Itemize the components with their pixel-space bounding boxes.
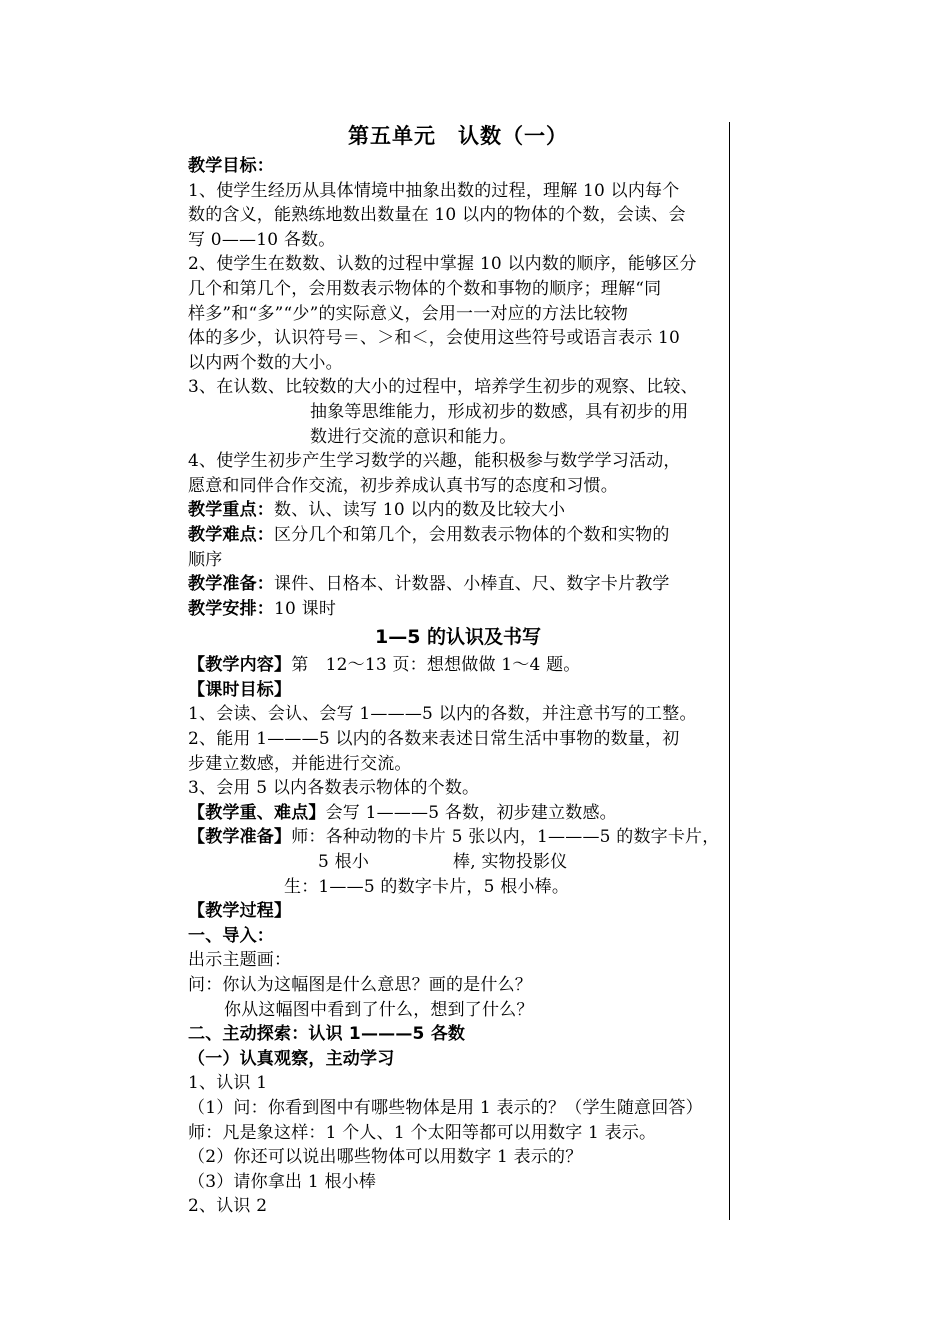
lesson-prep-label: 【教学准备】 — [188, 827, 292, 848]
lesson-prep-text-part2: 棒, 实物投影仪 — [453, 852, 568, 873]
lesson-goal-line: 3、会用 5 以内各数表示物体的个数。 — [188, 778, 480, 799]
intro-line: 出示主题画： — [188, 950, 292, 971]
goal-line: 样多”和“多”“少”的实际意义，会用一一对应的方法比较物 — [188, 303, 629, 324]
lesson-content-text: 第 12～13 页：想想做做 1～4 题。 — [291, 655, 581, 676]
difficulties-text: 区分几个和第几个，会用数表示物体的个数和实物的 — [274, 524, 670, 545]
preparation-label: 教学准备： — [188, 574, 274, 595]
lesson-content — [188, 653, 728, 678]
explore-line: 2、认识 2 — [188, 1196, 268, 1217]
lesson-prep-text-part1: 5 根小 — [318, 852, 370, 873]
explore-heading: 二、主动探索：认识 1———5 各数 — [188, 1024, 466, 1045]
schedule-label: 教学安排： — [188, 598, 274, 619]
schedule — [188, 597, 728, 622]
lesson-goals-label: 【课时目标】 — [188, 679, 292, 700]
lesson-prep — [188, 825, 728, 850]
goal-line: 3、在认数、比较数的大小的过程中，培养学生初步的观察、比较、 — [188, 377, 698, 398]
goal-line: 1、使学生经历从具体情境中抽象出数的过程，理解 10 以内每个 — [188, 180, 680, 201]
difficulties-label: 教学难点： — [188, 524, 274, 545]
key-points-label: 教学重点： — [188, 500, 274, 521]
key-points-text: 数、认、读写 10 以内的数及比较大小 — [274, 500, 566, 521]
explore-line: （2）你还可以说出哪些物体可以用数字 1 表示的？ — [188, 1147, 583, 1168]
goals-heading: 教学目标： — [188, 156, 274, 176]
intro-heading: 一、导入： — [188, 925, 274, 946]
goal-line: 愿意和同伴合作交流，初步养成认真书写的态度和习惯。 — [188, 475, 618, 496]
unit-title: 第五单元 认数（一） — [348, 124, 568, 148]
explore-line: （3）请你拿出 1 根小棒 — [188, 1171, 377, 1192]
preparation — [188, 572, 728, 597]
lesson-content-label: 【教学内容】 — [188, 655, 292, 676]
difficulties-continued: 顺序 — [188, 549, 223, 570]
key-points — [188, 498, 728, 523]
intro-line-indented: 你从这幅图中看到了什么，想到了什么？ — [224, 999, 534, 1020]
lesson-title: 1—5 的认识及书写 — [374, 626, 542, 649]
document-page — [188, 118, 728, 1219]
process-label: 【教学过程】 — [188, 901, 292, 922]
lesson-focus — [188, 801, 728, 826]
goal-line: 几个和第几个，会用数表示物体的个数和事物的顺序；理解“同 — [188, 278, 662, 299]
explore-subheading: （一）认真观察，主动学习 — [188, 1048, 395, 1069]
lesson-goal-line: 2、能用 1———5 以内的各数来表述日常生活中事物的数量，初 — [188, 729, 680, 750]
intro-line: 问：你认为这幅图是什么意思？画的是什么？ — [188, 975, 532, 995]
preparation-text: 课件、日格本、计数器、小棒直、尺、数字卡片教学 — [274, 574, 670, 595]
difficulties — [188, 523, 728, 548]
goal-line: 体的多少，认识符号＝、＞和＜，会使用这些符号或语言表示 10 — [188, 328, 681, 349]
goal-line: 4、使学生初步产生学习数学的兴趣，能积极参与数学学习活动， — [188, 451, 681, 472]
explore-line: 1、认识 1 — [188, 1073, 268, 1094]
lesson-prep-text: 师：各种动物的卡片 5 张以内，1———5 的数字卡片， — [291, 827, 720, 848]
lesson-prep-continued — [188, 850, 728, 875]
explore-line: 师：凡是象这样：1 个人、1 个太阳等都可以用数字 1 表示。 — [188, 1122, 657, 1143]
lesson-focus-text: 会写 1———5 各数，初步建立数感。 — [325, 802, 617, 823]
lesson-goal-line: 1、会读、会认、会写 1———5 以内的各数，并注意书写的工整。 — [188, 704, 697, 725]
lesson-goal-line: 步建立数感，并能进行交流。 — [188, 753, 412, 774]
goal-line: 数的含义，能熟练地数出数量在 10 以内的物体的个数，会读、会 — [188, 205, 686, 226]
lesson-focus-label: 【教学重、难点】 — [188, 802, 326, 823]
goal-line: 写 0——10 各数。 — [188, 229, 336, 250]
goal-line-indented: 数进行交流的意识和能力。 — [310, 426, 517, 447]
page-right-border — [729, 122, 730, 1220]
explore-line: （1）问：你看到图中有哪些物体是用 1 表示的？（学生随意回答） — [188, 1097, 703, 1118]
goal-line: 2、使学生在数数、认数的过程中掌握 10 以内数的顺序，能够区分 — [188, 254, 697, 275]
goal-line: 以内两个数的大小。 — [188, 352, 343, 373]
goal-line-indented: 抽象等思维能力，形成初步的数感，具有初步的用 — [310, 401, 689, 422]
schedule-text: 10 课时 — [274, 598, 337, 619]
lesson-prep-student: 生：1——5 的数字卡片，5 根小棒。 — [284, 876, 570, 897]
